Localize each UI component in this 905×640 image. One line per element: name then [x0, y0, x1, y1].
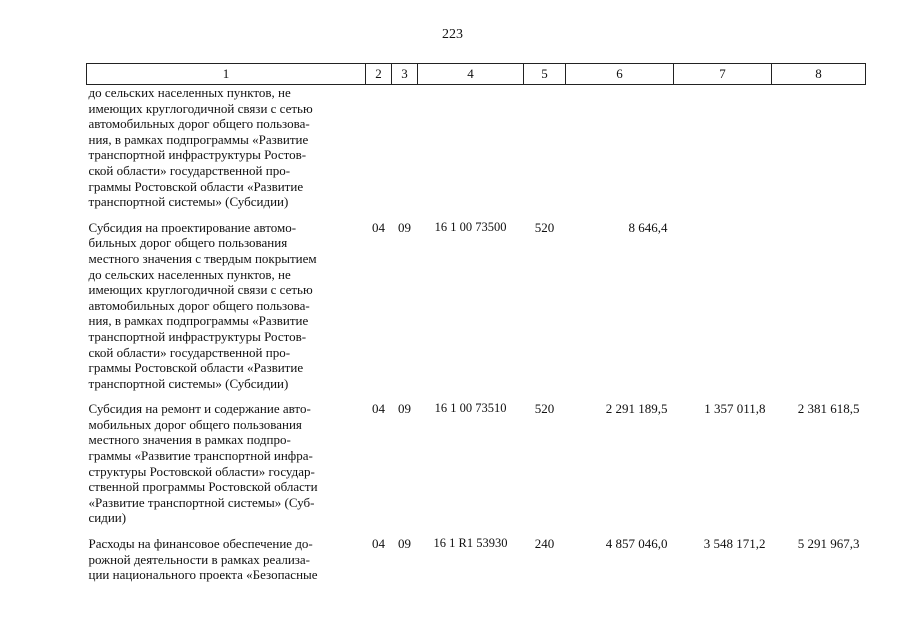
description-line: Субсидия на ремонт и содержание авто-: [88, 401, 311, 417]
description-line: транспортной системы» (Субсидии): [88, 194, 289, 210]
table-body: [87, 85, 866, 593]
target-article-code: [418, 85, 524, 220]
target-article-code: 16 1 00 73510: [434, 401, 507, 416]
column-header-1: 1: [87, 64, 366, 85]
section-code: 04: [372, 401, 385, 417]
section-code: 04: [372, 219, 385, 235]
section-code: [366, 85, 392, 220]
description-line: структуры Ростовской области» государ-: [88, 463, 315, 479]
row-description: [87, 401, 366, 536]
column-header-7: 7: [674, 64, 772, 85]
target-article-code: 16 1 R1 53930: [433, 536, 508, 551]
amount-year-3: [772, 85, 866, 220]
row-description: [87, 536, 366, 593]
column-header-2: 2: [366, 64, 392, 85]
expense-type-code: 520: [534, 401, 555, 417]
description-line: ции национального проекта «Безопасные: [88, 567, 318, 583]
description-line: имеющих круглогодичной связи с сетью: [88, 282, 313, 298]
description-line: ской области» государственной про-: [88, 162, 291, 178]
amount-year-1: 8 646,4: [628, 219, 668, 235]
description-line: ственной программы Ростовской области: [88, 479, 318, 495]
amount-year-3: 5 291 967,3: [797, 536, 860, 552]
amount-year-1: 4 857 046,0: [605, 536, 668, 552]
amount-year-2: [674, 220, 772, 402]
description-line: местного значения с твердым покрытием: [88, 250, 317, 266]
subsection-code: [392, 85, 418, 220]
column-header-3: 3: [392, 64, 418, 85]
description-line: граммы Ростовской области «Развитие: [88, 178, 304, 194]
subsection-code: 09: [398, 219, 411, 235]
description-line: граммы Ростовской области «Развитие: [88, 360, 304, 376]
description-line: транспортной инфраструктуры Ростов-: [88, 147, 307, 163]
description-line: мобильных дорог общего пользования: [88, 416, 302, 432]
table-row: [87, 220, 866, 402]
amount-year-2: 1 357 011,8: [704, 401, 766, 417]
column-header-4: 4: [418, 64, 524, 85]
description-line: ской области» государственной про-: [88, 344, 291, 360]
amount-year-1: [566, 85, 674, 220]
description-line: Субсидия на проектирование автомо-: [88, 219, 297, 235]
expense-type-code: 240: [534, 536, 555, 552]
section-code: 04: [372, 536, 385, 552]
amount-year-1: 2 291 189,5: [605, 401, 668, 417]
description-line: местного значения в рамках подпро-: [88, 432, 291, 448]
table-header-row: [87, 64, 866, 85]
description-line: рожной деятельности в рамках реализа-: [88, 551, 311, 567]
table-row: [87, 536, 866, 593]
description-line: до сельских населенных пунктов, не: [88, 85, 291, 100]
subsection-code: 09: [398, 536, 411, 552]
target-article-code: 16 1 00 73500: [434, 219, 507, 234]
table-row: [87, 401, 866, 536]
row-description: [87, 85, 366, 220]
row-description: [87, 220, 366, 402]
table-row: [87, 85, 866, 220]
subsection-code: 09: [398, 401, 411, 417]
description-line: до сельских населенных пунктов, не: [88, 266, 291, 282]
description-line: транспортной инфраструктуры Ростов-: [88, 328, 307, 344]
column-header-5: 5: [524, 64, 566, 85]
description-line: автомобильных дорог общего пользова-: [88, 297, 310, 313]
amount-year-2: 3 548 171,2: [703, 536, 766, 552]
column-header-6: 6: [566, 64, 674, 85]
description-line: ния, в рамках подпрограммы «Развитие: [88, 313, 309, 329]
description-line: «Развитие транспортной системы» (Суб-: [88, 494, 315, 510]
amount-year-3: 2 381 618,5: [797, 401, 860, 417]
budget-table: [86, 63, 866, 593]
page-number: 223: [442, 27, 463, 42]
description-line: сидии): [88, 510, 127, 526]
description-line: бильных дорог общего пользования: [88, 235, 288, 251]
expense-type-code: 520: [534, 219, 555, 235]
description-line: имеющих круглогодичной связи с сетью: [88, 100, 313, 116]
description-line: транспортной системы» (Субсидии): [88, 375, 289, 391]
expense-type-code: [524, 85, 566, 220]
column-header-8: 8: [772, 64, 866, 85]
description-line: Расходы на финансовое обеспечение до-: [88, 536, 313, 552]
description-line: автомобильных дорог общего пользова-: [88, 116, 310, 132]
description-line: ния, в рамках подпрограммы «Развитие: [88, 131, 309, 147]
amount-year-3: [772, 220, 866, 402]
description-line: граммы «Развитие транспортной инфра-: [88, 448, 313, 464]
amount-year-2: [674, 85, 772, 220]
